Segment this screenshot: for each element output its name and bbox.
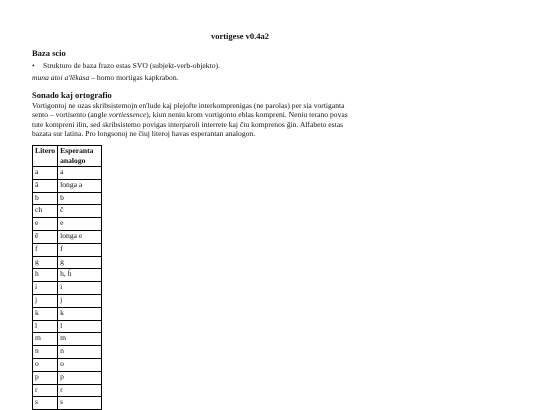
letter-cell: a — [33, 167, 58, 180]
analog-cell: p — [58, 371, 102, 384]
table-row — [33, 179, 102, 192]
analog-cell: m — [58, 333, 102, 346]
example-translation: – homo mortigas kapkrabon. — [89, 73, 179, 82]
letter-cell: n — [33, 346, 58, 359]
table-row — [33, 269, 102, 282]
letter-cell: i — [33, 282, 58, 295]
table-row — [33, 346, 102, 359]
paragraph-line: Vortigontoj ne uzas skribsistemojn en'lude kaj plejofte interkomprenigas (ne parolas) per sia vortiganta — [32, 101, 345, 110]
letter-cell: h — [33, 269, 58, 282]
analog-cell: l — [58, 320, 102, 333]
letter-cell: j — [33, 294, 58, 307]
bullet-dot-icon: • — [32, 61, 35, 70]
analog-cell: e — [58, 218, 102, 231]
section-heading-sonado: Sonado kaj ortografio — [32, 90, 112, 100]
analog-cell: longa a — [58, 179, 102, 192]
letter-cell: ch — [33, 205, 58, 218]
letter-cell: ā — [33, 179, 58, 192]
table-row — [33, 192, 102, 205]
letter-cell: b — [33, 192, 58, 205]
analog-cell: n — [58, 346, 102, 359]
table-row — [33, 371, 102, 384]
analog-cell: g — [58, 256, 102, 269]
section-heading-baza-scio: Baza scio — [32, 48, 66, 58]
analog-cell: b — [58, 192, 102, 205]
analog-cell: i — [58, 282, 102, 295]
table-row — [33, 384, 102, 397]
table-header-row — [33, 146, 102, 167]
alphabet-table — [32, 145, 102, 410]
letter-cell: f — [33, 243, 58, 256]
letter-cell: m — [33, 333, 58, 346]
analog-cell: h, ĥ — [58, 269, 102, 282]
analog-cell: č — [58, 205, 102, 218]
analog-cell: o — [58, 358, 102, 371]
table-row — [33, 282, 102, 295]
table-row — [33, 320, 102, 333]
table-row — [33, 307, 102, 320]
table-row — [33, 256, 102, 269]
bullet-text: Strukturo de baza frazo estas SVO (subjekt-verb-objekto). — [43, 61, 220, 70]
letter-cell: r — [33, 384, 58, 397]
paragraph-line: bazata sur latina. Pro longsonoj ne ĉiuj literoj havas esperantan analogon. — [32, 129, 256, 139]
letter-cell: p — [33, 371, 58, 384]
paragraph-line: tute kompreni ilin, sed skribsistemo povigas interparoli interrete kaj ĉiu komprenos ĝin. Alfabeto estas — [32, 119, 344, 129]
table-row — [33, 397, 102, 410]
table-row — [33, 167, 102, 180]
table-row — [33, 230, 102, 243]
analog-cell: r — [58, 384, 102, 397]
analog-cell: a — [58, 167, 102, 180]
example-italic: muna atoi a'lēkasa — [32, 73, 90, 82]
bullet-item — [32, 61, 220, 70]
table-row — [33, 205, 102, 218]
table-row — [33, 218, 102, 231]
letter-cell: l — [33, 320, 58, 333]
table-row — [33, 243, 102, 256]
letter-cell: o — [33, 358, 58, 371]
letter-cell: k — [33, 307, 58, 320]
example-sentence — [32, 73, 179, 82]
paragraph-line: sento – vortisento (angle vortiessence), kiun neniu krom vortigonto eblas kompreni. Neniu terano povas — [32, 110, 348, 120]
table-row — [33, 333, 102, 346]
column-header: Esperanta analogo — [58, 146, 102, 167]
paragraph-ortografio — [32, 101, 392, 139]
analog-cell: longa e — [58, 230, 102, 243]
table-row — [33, 294, 102, 307]
table-row — [33, 358, 102, 371]
column-header: Litero — [33, 146, 58, 167]
letter-cell: g — [33, 256, 58, 269]
document-title: vortigese v0.4a2 — [210, 31, 270, 41]
letter-cell: ē — [33, 230, 58, 243]
analog-cell: f — [58, 243, 102, 256]
analog-cell: k — [58, 307, 102, 320]
letter-cell: s — [33, 397, 58, 410]
letter-cell: e — [33, 218, 58, 231]
analog-cell: j — [58, 294, 102, 307]
analog-cell: s — [58, 397, 102, 410]
